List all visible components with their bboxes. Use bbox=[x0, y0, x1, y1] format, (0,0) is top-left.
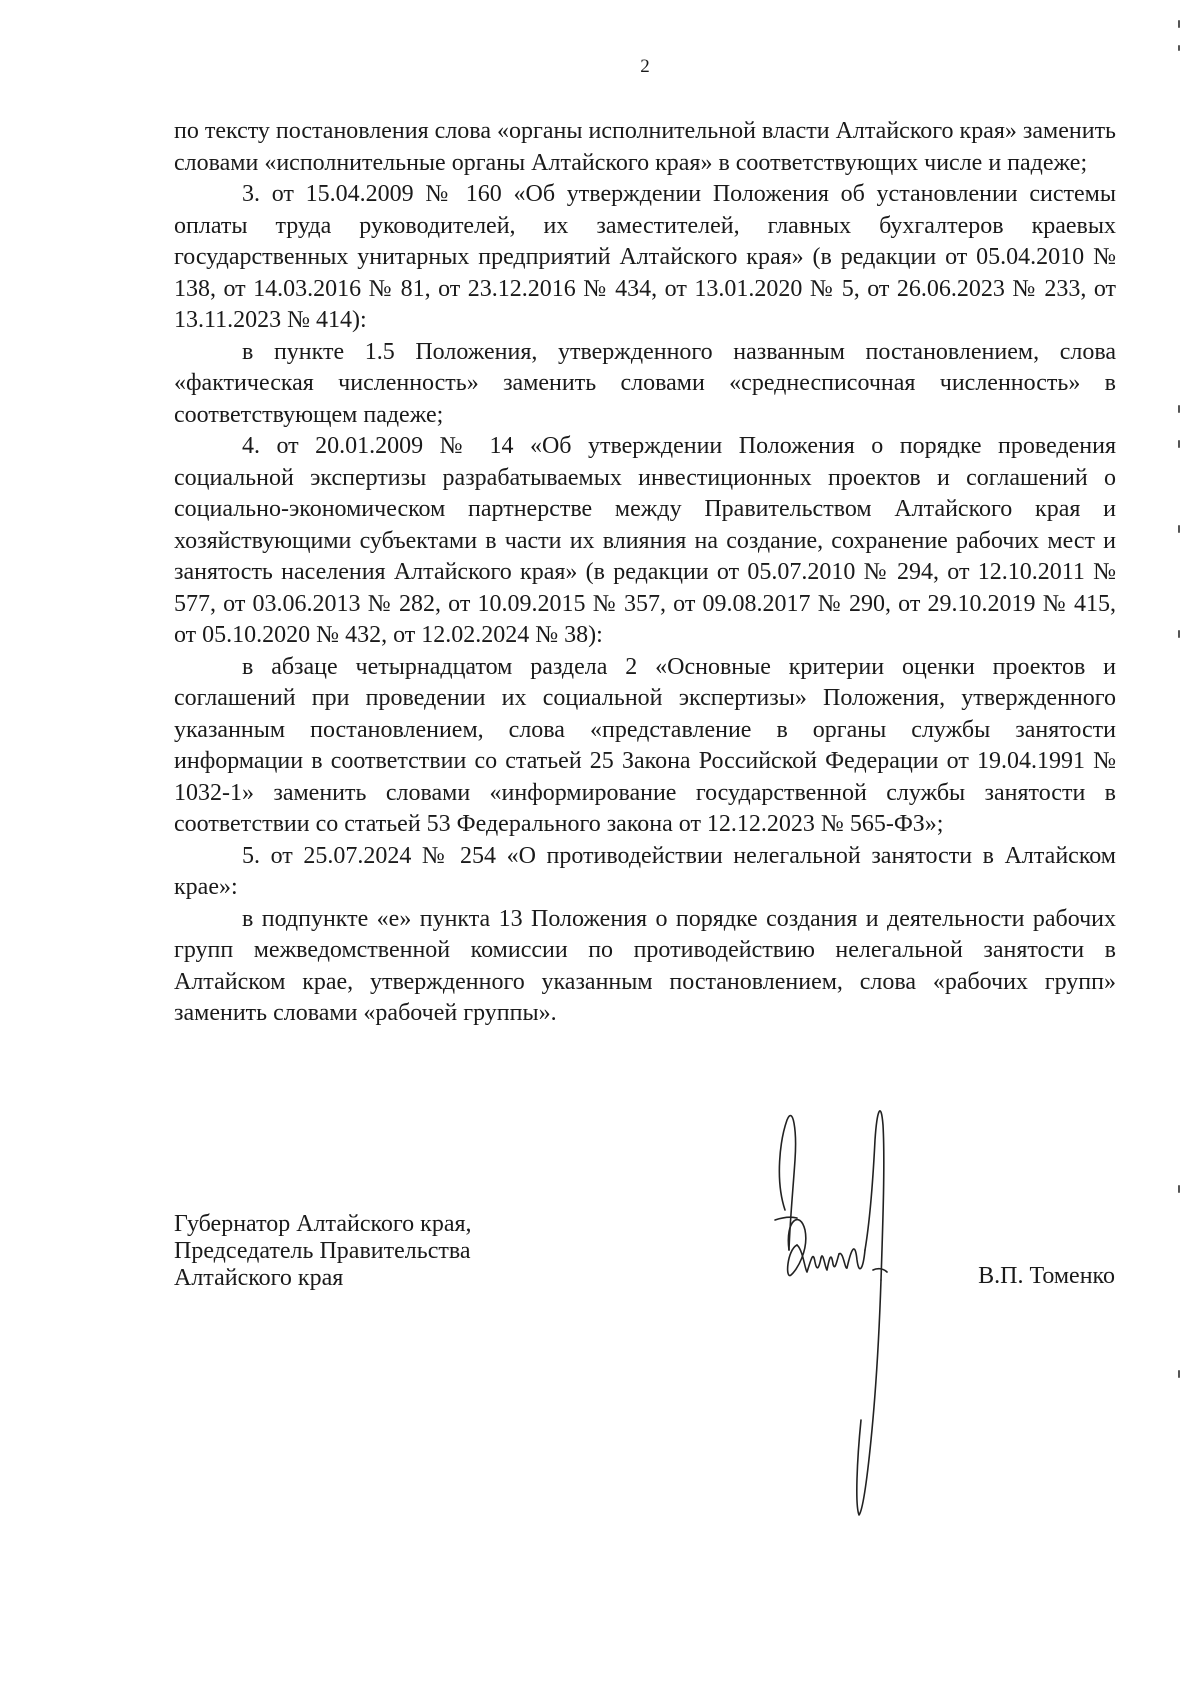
signatory-title-line: Губернатор Алтайского края, bbox=[174, 1211, 472, 1237]
page-number: 2 bbox=[640, 56, 650, 77]
paragraph-item-4: 4. от 20.01.2009 № 14 «Об утверждении Положения о порядке проведения социальной экспертизы разрабатываемых инвестиционных проектов и соглашений о социально-экономическом партнерстве между Правительством Алтайского края и хозяйствующими субъектами в части их влияния на создание, сохранение рабочих мест и занятость населения Алтайского края» (в редакции от 05.07.2010 № 294, от 12.10.2011 № 577, от 03.06.2013 № 282, от 10.09.2015 № 357, от 09.08.2017 № 290, от 29.10.2019 № 415, от 05.10.2020 № 432, от 12.02.2024 № 38): bbox=[174, 433, 1116, 648]
handwritten-signature bbox=[745, 1100, 915, 1520]
paragraph-item-3: 3. от 15.04.2009 № 160 «Об утверждении Положения об установлении системы оплаты труда руководителей, их заместителей, главных бухгалтеров краевых государственных унитарных предприятий Алтайского края» (в редакции от 05.04.2010 № 138, от 14.03.2016 № 81, от 23.12.2016 № 434, от 13.01.2020 № 5, от 26.06.2023 № 233, от 13.11.2023 № 414): bbox=[174, 181, 1116, 333]
paragraph-continuation: по тексту постановления слова «органы исполнительной власти Алтайского края» заменить словами «исполнительные органы Алтайского края» в соответствующих числе и падеже; bbox=[174, 118, 1116, 176]
signatory-title bbox=[174, 1211, 574, 1292]
signatory-name: В.П. Томенко bbox=[978, 1263, 1115, 1289]
scan-edge-marks bbox=[1176, 0, 1186, 1705]
document-body bbox=[174, 116, 1116, 1030]
paragraph-item-4-amendment: в абзаце четырнадцатом раздела 2 «Основные критерии оценки проектов и соглашений при проведении их социальной экспертизы» Положения, утвержденного указанным постановлением, слова «представление в органы службы занятости информации в соответствии со статьей 25 Закона Российской Федерации от 19.04.1991 № 1032-1» заменить словами «информирование государственной службы занятости в соответствии со статьей 53 Федерального закона от 12.12.2023 № 565-ФЗ»; bbox=[174, 653, 1116, 837]
paragraph-item-5-amendment: в подпункте «е» пункта 13 Положения о порядке создания и деятельности рабочих групп межведомственной комиссии по противодействию нелегальной занятости в Алтайском крае, утвержденного указанным постановлением, слова «рабочих групп» заменить словами «рабочей группы». bbox=[174, 905, 1116, 1026]
paragraph-item-5: 5. от 25.07.2024 № 254 «О противодействии нелегальной занятости в Алтайском крае»: bbox=[174, 842, 1116, 900]
signatory-title-line: Алтайского края bbox=[174, 1265, 344, 1291]
paragraph-item-3-amendment: в пункте 1.5 Положения, утвержденного названным постановлением, слова «фактическая численность» заменить словами «среднесписочная численность» в соответствующем падеже; bbox=[174, 338, 1116, 428]
signatory-title-line: Председатель Правительства bbox=[174, 1238, 471, 1264]
